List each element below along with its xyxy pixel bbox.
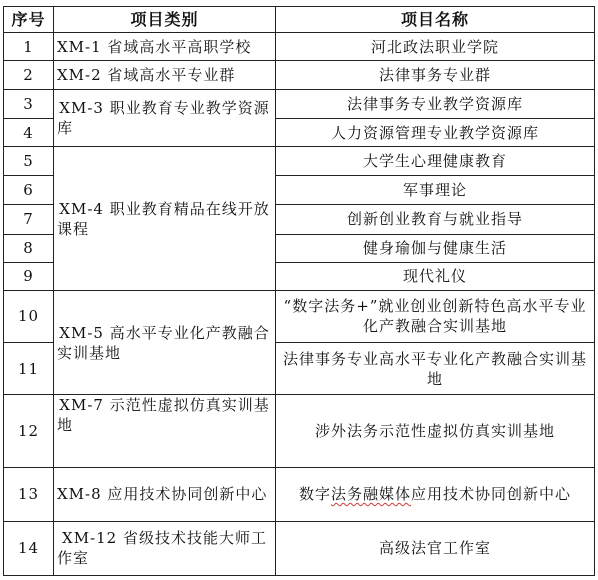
- table-row: [4, 521, 595, 575]
- row-number: 6: [4, 176, 54, 204]
- header-category: 项目类别: [54, 7, 276, 33]
- project-name-cell: 法律事务专业群: [276, 61, 595, 90]
- project-name-cell: 高级法官工作室: [276, 521, 595, 575]
- table-header-row: [4, 7, 595, 33]
- table-row: [4, 395, 595, 467]
- table-row: [4, 147, 595, 176]
- row-number: 5: [4, 147, 54, 176]
- row-number: 2: [4, 61, 54, 90]
- row-number: 7: [4, 204, 54, 234]
- row-number: 11: [4, 343, 54, 395]
- table-row: [4, 33, 595, 61]
- table-row: [4, 90, 595, 119]
- table-row: [4, 290, 595, 342]
- row-number: 14: [4, 521, 54, 575]
- project-name-cell: [276, 467, 595, 521]
- project-name-cell: 健身瑜伽与健康生活: [276, 234, 595, 262]
- row-number: 8: [4, 234, 54, 262]
- category-cell: XM-8 应用技术协同创新中心: [54, 467, 276, 521]
- row-number: 4: [4, 119, 54, 147]
- project-name-cell: 法律事务专业高水平专业化产教融合实训基地: [276, 343, 595, 395]
- category-cell: XM-4 职业教育精品在线开放课程: [54, 147, 276, 290]
- category-cell: XM-12 省级技术技能大师工作室: [54, 521, 276, 575]
- header-no: 序号: [4, 7, 54, 33]
- row-number: 1: [4, 33, 54, 61]
- row-number: 3: [4, 90, 54, 119]
- table-row: [4, 61, 595, 90]
- category-cell: XM-1 省域高水平高职学校: [54, 33, 276, 61]
- row-number: 12: [4, 395, 54, 467]
- project-table: [3, 6, 595, 576]
- table-row: [4, 467, 595, 521]
- spellcheck-marked-text: 法务融媒体: [330, 485, 411, 504]
- category-cell: XM-7 示范性虚拟仿真实训基地: [54, 395, 276, 467]
- category-cell: XM-5 高水平专业化产教融合实训基地: [54, 290, 276, 394]
- project-name-cell: 创新创业教育与就业指导: [276, 204, 595, 234]
- project-name-cell: 大学生心理健康教育: [276, 147, 595, 176]
- name-text-end: 应用技术协同创新中心: [411, 485, 572, 504]
- project-name-cell: 法律事务专业教学资源库: [276, 90, 595, 119]
- category-cell: XM-3 职业教育专业教学资源库: [54, 90, 276, 147]
- project-name-cell: 人力资源管理专业教学资源库: [276, 119, 595, 147]
- header-name: 项目名称: [276, 7, 595, 33]
- project-name-cell: 军事理论: [276, 176, 595, 204]
- project-name-cell: 涉外法务示范性虚拟仿真实训基地: [276, 395, 595, 467]
- category-cell: XM-2 省域高水平专业群: [54, 61, 276, 90]
- row-number: 13: [4, 467, 54, 521]
- name-text-start: 数字: [298, 485, 331, 504]
- project-name-cell: 河北政法职业学院: [276, 33, 595, 61]
- project-name-cell: 现代礼仪: [276, 262, 595, 290]
- row-number: 9: [4, 262, 54, 290]
- project-name-cell: “数字法务+”就业创业创新特色高水平专业化产教融合实训基地: [276, 290, 595, 342]
- row-number: 10: [4, 290, 54, 342]
